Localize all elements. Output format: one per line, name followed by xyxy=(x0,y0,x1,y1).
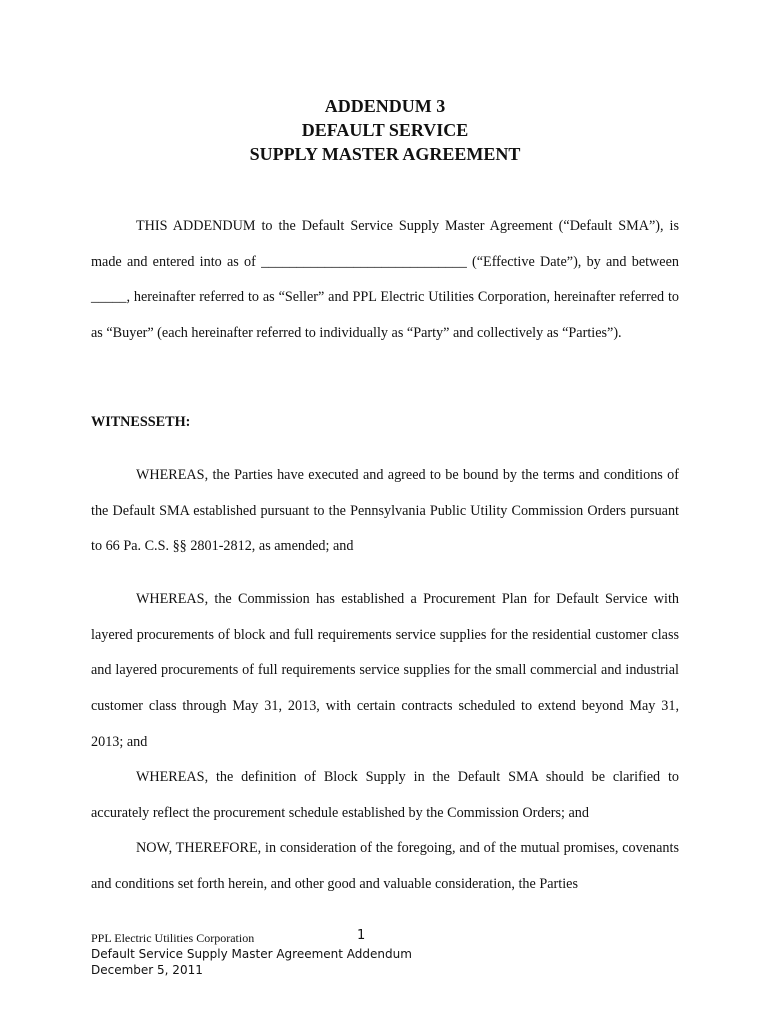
footer-document-info xyxy=(91,946,412,978)
intro-section xyxy=(91,209,679,352)
footer-date: December 5, 2011 xyxy=(91,963,203,977)
recital-section-3 xyxy=(91,760,679,903)
title-line-1: ADDENDUM 3 xyxy=(324,96,446,116)
recital-paragraph: WHEREAS, the Parties have executed and agreed to be bound by the terms and conditions of the Default SMA established pursuant to the Pennsylvania Public Utility Commission Orders pursuant to 66 Pa. C.S. §§ 2801-2812, as amended; and xyxy=(91,467,679,555)
footer-document-name: Default Service Supply Master Agreement Addendum xyxy=(91,947,412,961)
recital-paragraph: WHEREAS, the Commission has established a Procurement Plan for Default Service with layered procurements of block and full requirements service supplies for the residential customer class and layered procurements of full requirements service supplies for the small commercial and industrial customer class through May 31, 2013, with certain contracts scheduled to extend beyond May 31, 2013; and xyxy=(91,591,679,750)
intro-paragraph: THIS ADDENDUM to the Default Service Supply Master Agreement (“Default SMA”), is made and entered into as of _____________________________ (“Effective Date”), by and between _____, hereinafter referred to as “Seller” and PPL Electric Utilities Corporation, hereinafter referred to as “Buyer” (each hereinafter referred to individually as “Party” and collectively as “Parties”). xyxy=(91,218,679,342)
recital-section-1 xyxy=(91,458,679,565)
recital-paragraph: WHEREAS, the definition of Block Supply in the Default SMA should be clarified to accurately reflect the procurement schedule established by the Commission Orders; and xyxy=(91,769,679,821)
witnesseth-heading: WITNESSETH: xyxy=(91,414,191,430)
recital-paragraph: NOW, THEREFORE, in consideration of the foregoing, and of the mutual promises, covenants and conditions set forth herein, and other good and valuable consideration, the Parties xyxy=(91,840,679,893)
title-line-3: SUPPLY MASTER AGREEMENT xyxy=(249,144,521,164)
document-title xyxy=(0,94,770,166)
recital-section-2 xyxy=(91,582,679,761)
footer-company: PPL Electric Utilities Corporation xyxy=(91,931,255,945)
title-line-2: DEFAULT SERVICE xyxy=(301,120,469,140)
footer-page-number: 1 xyxy=(357,928,366,943)
